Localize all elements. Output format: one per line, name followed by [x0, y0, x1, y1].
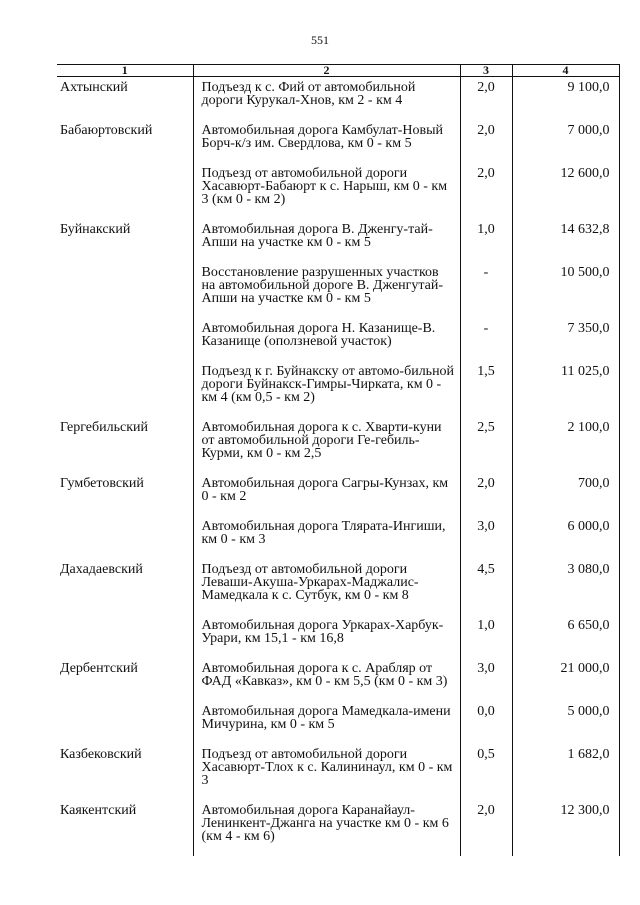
amount-cell: 700,0	[512, 473, 619, 516]
road-cell: Автомобильная дорога Каранайаул-Ленинкент-Джанга на участке км 0 - км 6 (км 4 - км 6)	[193, 800, 460, 856]
road-cell: Автомобильная дорога В. Дженгу-тай-Апши на участке км 0 - км 5	[193, 219, 460, 262]
amount-cell: 11 025,0	[512, 361, 619, 417]
length-cell: 1,0	[460, 615, 512, 658]
length-cell: 3,0	[460, 516, 512, 559]
length-cell: 2,0	[460, 77, 512, 121]
column-header-2: 2	[193, 65, 460, 77]
road-cell: Автомобильная дорога к с. Хварти-куни от автомобильной дороги Ге-гебиль-Курми, км 0 - км 2,5	[193, 417, 460, 473]
district-cell	[57, 615, 193, 658]
column-header-4: 4	[512, 65, 619, 77]
road-cell: Подъезд от автомобильной дороги Хасавюрт-Бабаюрт к с. Нарыш, км 0 - км 3 (км 0 - км 2)	[193, 163, 460, 219]
amount-cell: 10 500,0	[512, 262, 619, 318]
column-header-3: 3	[460, 65, 512, 77]
district-cell	[57, 262, 193, 318]
amount-cell: 7 350,0	[512, 318, 619, 361]
amount-cell: 7 000,0	[512, 120, 619, 163]
length-cell: 2,0	[460, 120, 512, 163]
amount-cell: 6 000,0	[512, 516, 619, 559]
road-cell: Подъезд от автомобильной дороги Хасавюрт-Тлох к с. Калининаул, км 0 - км 3	[193, 744, 460, 800]
district-cell	[57, 318, 193, 361]
length-cell: 2,0	[460, 473, 512, 516]
road-cell: Автомобильная дорога Уркарах-Харбук-Урари, км 15,1 - км 16,8	[193, 615, 460, 658]
road-cell: Автомобильная дорога Мамедкала-имени Мичурина, км 0 - км 5	[193, 701, 460, 744]
amount-cell: 6 650,0	[512, 615, 619, 658]
amount-cell: 21 000,0	[512, 658, 619, 701]
table-row	[57, 163, 619, 219]
table-row	[57, 417, 619, 473]
road-cell: Автомобильная дорога к с. Арабляр от ФАД «Кавказ», км 0 - км 5,5 (км 0 - км 3)	[193, 658, 460, 701]
road-cell: Автомобильная дорога Н. Казанище-В. Казанище (оползневой участок)	[193, 318, 460, 361]
amount-cell: 5 000,0	[512, 701, 619, 744]
district-cell: Дербентский	[60, 661, 138, 676]
road-cell: Автомобильная дорога Сагры-Кунзах, км 0 - км 2	[193, 473, 460, 516]
road-cell: Подъезд к г. Буйнакску от автомо-бильной дороги Буйнакск-Гимры-Чирката, км 0 - км 4 (км 0,5 - км 2)	[193, 361, 460, 417]
length-cell: 1,5	[460, 361, 512, 417]
length-cell: -	[460, 318, 512, 361]
table-row	[57, 615, 619, 658]
district-cell: Бабаюртовский	[60, 123, 153, 138]
table-row	[57, 361, 619, 417]
district-cell	[57, 163, 193, 219]
district-cell: Буйнакский	[60, 222, 131, 237]
table-row	[57, 120, 619, 163]
district-cell: Ахтынский	[60, 80, 128, 95]
length-cell: 2,0	[460, 163, 512, 219]
length-cell: -	[460, 262, 512, 318]
length-cell: 3,0	[460, 658, 512, 701]
table-row	[57, 262, 619, 318]
column-header-1: 1	[57, 65, 193, 77]
table-row	[57, 744, 619, 800]
table-row	[57, 77, 619, 121]
road-cell: Подъезд к с. Фий от автомобильной дороги Курукал-Хнов, км 2 - км 4	[193, 77, 460, 121]
header-row	[57, 65, 619, 77]
road-cell: Восстановление разрушенных участков на автомобильной дороге В. Дженгутай-Апши на участке км 0 - км 5	[193, 262, 460, 318]
amount-cell: 12 300,0	[512, 800, 619, 856]
amount-cell: 3 080,0	[512, 559, 619, 615]
district-cell	[57, 516, 193, 559]
amount-cell: 2 100,0	[512, 417, 619, 473]
district-cell	[57, 361, 193, 417]
road-cell: Автомобильная дорога Тлярата-Ингиши, км 0 - км 3	[193, 516, 460, 559]
table-row	[57, 559, 619, 615]
length-cell: 0,0	[460, 701, 512, 744]
length-cell: 2,5	[460, 417, 512, 473]
length-cell: 4,5	[460, 559, 512, 615]
amount-cell: 14 632,8	[512, 219, 619, 262]
district-cell: Гергебильский	[60, 420, 148, 435]
table-row	[57, 800, 619, 856]
amount-cell: 12 600,0	[512, 163, 619, 219]
table-body	[57, 77, 619, 857]
table-row	[57, 473, 619, 516]
road-cell: Автомобильная дорога Камбулат-Новый Борч-к/з им. Свердлова, км 0 - км 5	[193, 120, 460, 163]
table-row	[57, 516, 619, 559]
amount-cell: 1 682,0	[512, 744, 619, 800]
district-cell: Казбековский	[60, 747, 142, 762]
district-cell: Каякентский	[60, 803, 137, 818]
length-cell: 2,0	[460, 800, 512, 856]
length-cell: 0,5	[460, 744, 512, 800]
road-funding-table	[57, 64, 620, 856]
road-cell: Подъезд от автомобильной дороги Леваши-Акуша-Уркарах-Маджалис-Мамедкала к с. Сутбук, км 0 - км 8	[193, 559, 460, 615]
district-cell: Дахадаевский	[60, 562, 143, 577]
table-row	[57, 701, 619, 744]
length-cell: 1,0	[460, 219, 512, 262]
amount-cell: 9 100,0	[512, 77, 619, 121]
table-row	[57, 219, 619, 262]
table-row	[57, 318, 619, 361]
page-number: 551	[311, 33, 329, 47]
table-row	[57, 658, 619, 701]
district-cell: Гумбетовский	[60, 476, 144, 491]
district-cell	[57, 701, 193, 744]
